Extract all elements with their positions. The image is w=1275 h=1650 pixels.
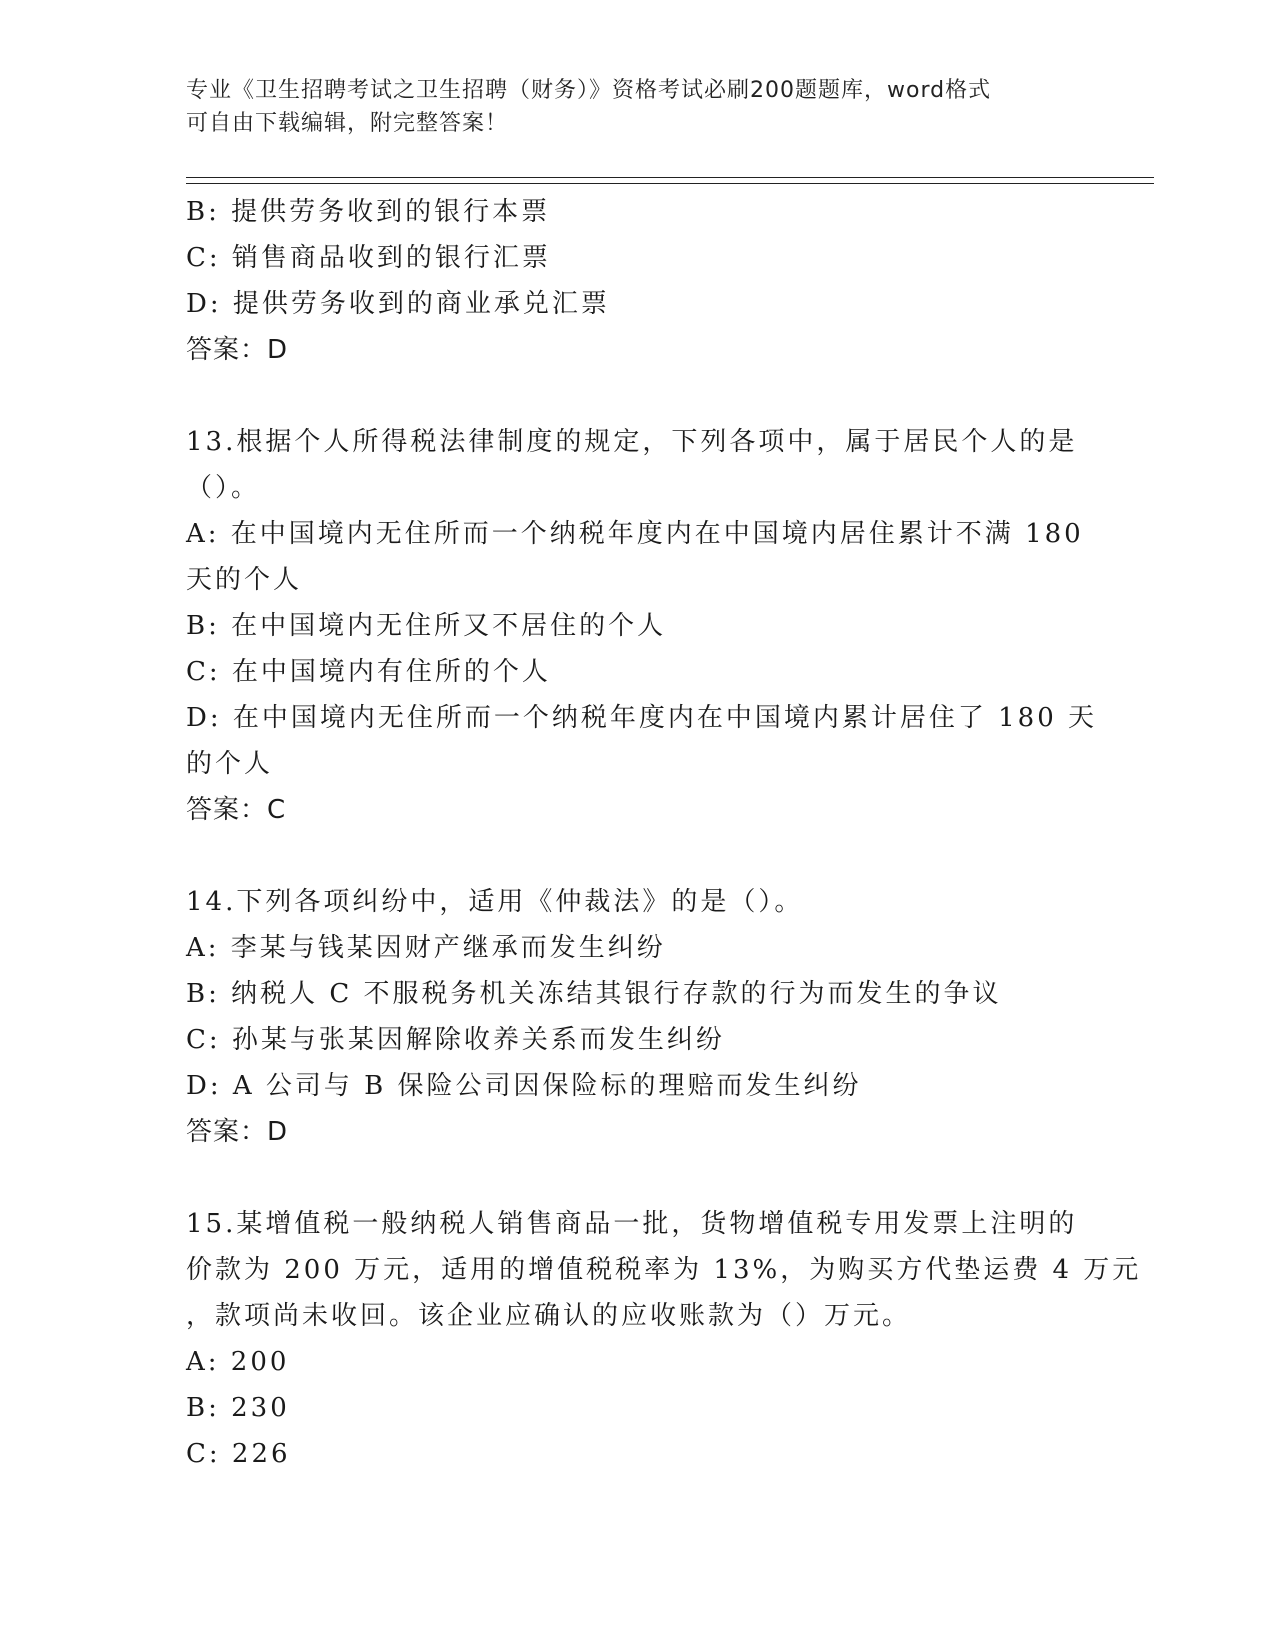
q13-option-a-line-1: A: 在中国境内无住所而一个纳税年度内在中国境内居住累计不满 180: [186, 519, 1084, 549]
q15-option-a: A: 200: [186, 1347, 290, 1377]
q15-option-b: B: 230: [186, 1393, 290, 1423]
spacer: [186, 1155, 1086, 1201]
question-content: [186, 189, 1142, 1477]
q13-option-a-line-2: 天的个人: [186, 565, 303, 595]
q14-answer: 答案：D: [186, 1117, 289, 1147]
q13-stem-line-1: 13.根据个人所得税法律制度的规定，下列各项中，属于居民个人的是: [186, 427, 1078, 457]
q14-option-c: C: 孙某与张某因解除收养关系而发生纠纷: [186, 1025, 725, 1055]
q12-option-b: B: 提供劳务收到的银行本票: [186, 197, 551, 227]
q14-stem: 14.下列各项纠纷中，适用《仲裁法》的是（）。: [186, 887, 804, 917]
q13-option-b: B: 在中国境内无住所又不居住的个人: [186, 611, 667, 641]
q13-answer: 答案：C: [186, 795, 287, 825]
q15-stem-line-1: 15.某增值税一般纳税人销售商品一批，货物增值税专用发票上注明的: [186, 1209, 1078, 1239]
q13-option-d-line-2: 的个人: [186, 749, 274, 779]
q15-option-c: C: 226: [186, 1439, 291, 1469]
q15-stem-line-2: 价款为 200 万元，适用的增值税税率为 13%，为购买方代垫运费 4 万元: [186, 1255, 1142, 1285]
question-13: [186, 419, 1098, 833]
q13-stem-line-2: （）。: [186, 473, 261, 503]
q13-option-d-line-1: D: 在中国境内无住所而一个纳税年度内在中国境内累计居住了 180 天: [186, 703, 1098, 733]
q14-option-b: B: 纳税人 C 不服税务机关冻结其银行存款的行为而发生的争议: [186, 979, 1002, 1009]
question-15: [186, 1201, 1142, 1477]
header-rule-top: [186, 177, 1154, 178]
header-rule-bottom: [186, 183, 1154, 184]
q14-option-a: A: 李某与钱某因财产继承而发生纠纷: [186, 933, 666, 963]
q13-option-c: C: 在中国境内有住所的个人: [186, 657, 551, 687]
document-header: [186, 74, 1066, 140]
header-line-2: 可自由下载编辑，附完整答案！: [186, 111, 509, 136]
question-12-tail: [186, 189, 1086, 373]
header-line-1: 专业《卫生招聘考试之卫生招聘（财务）》资格考试必刷200题题库，word格式: [186, 78, 992, 103]
question-14: [186, 879, 1086, 1155]
q14-option-d: D: A 公司与 B 保险公司因保险标的理赔而发生纠纷: [186, 1071, 862, 1101]
spacer: [186, 373, 1086, 419]
q12-answer: 答案：D: [186, 335, 289, 365]
q12-option-d: D: 提供劳务收到的商业承兑汇票: [186, 289, 610, 319]
q12-option-c: C: 销售商品收到的银行汇票: [186, 243, 551, 273]
spacer: [186, 833, 1086, 879]
q15-stem-line-3: ，款项尚未收回。该企业应确认的应收账款为（）万元。: [186, 1301, 912, 1331]
